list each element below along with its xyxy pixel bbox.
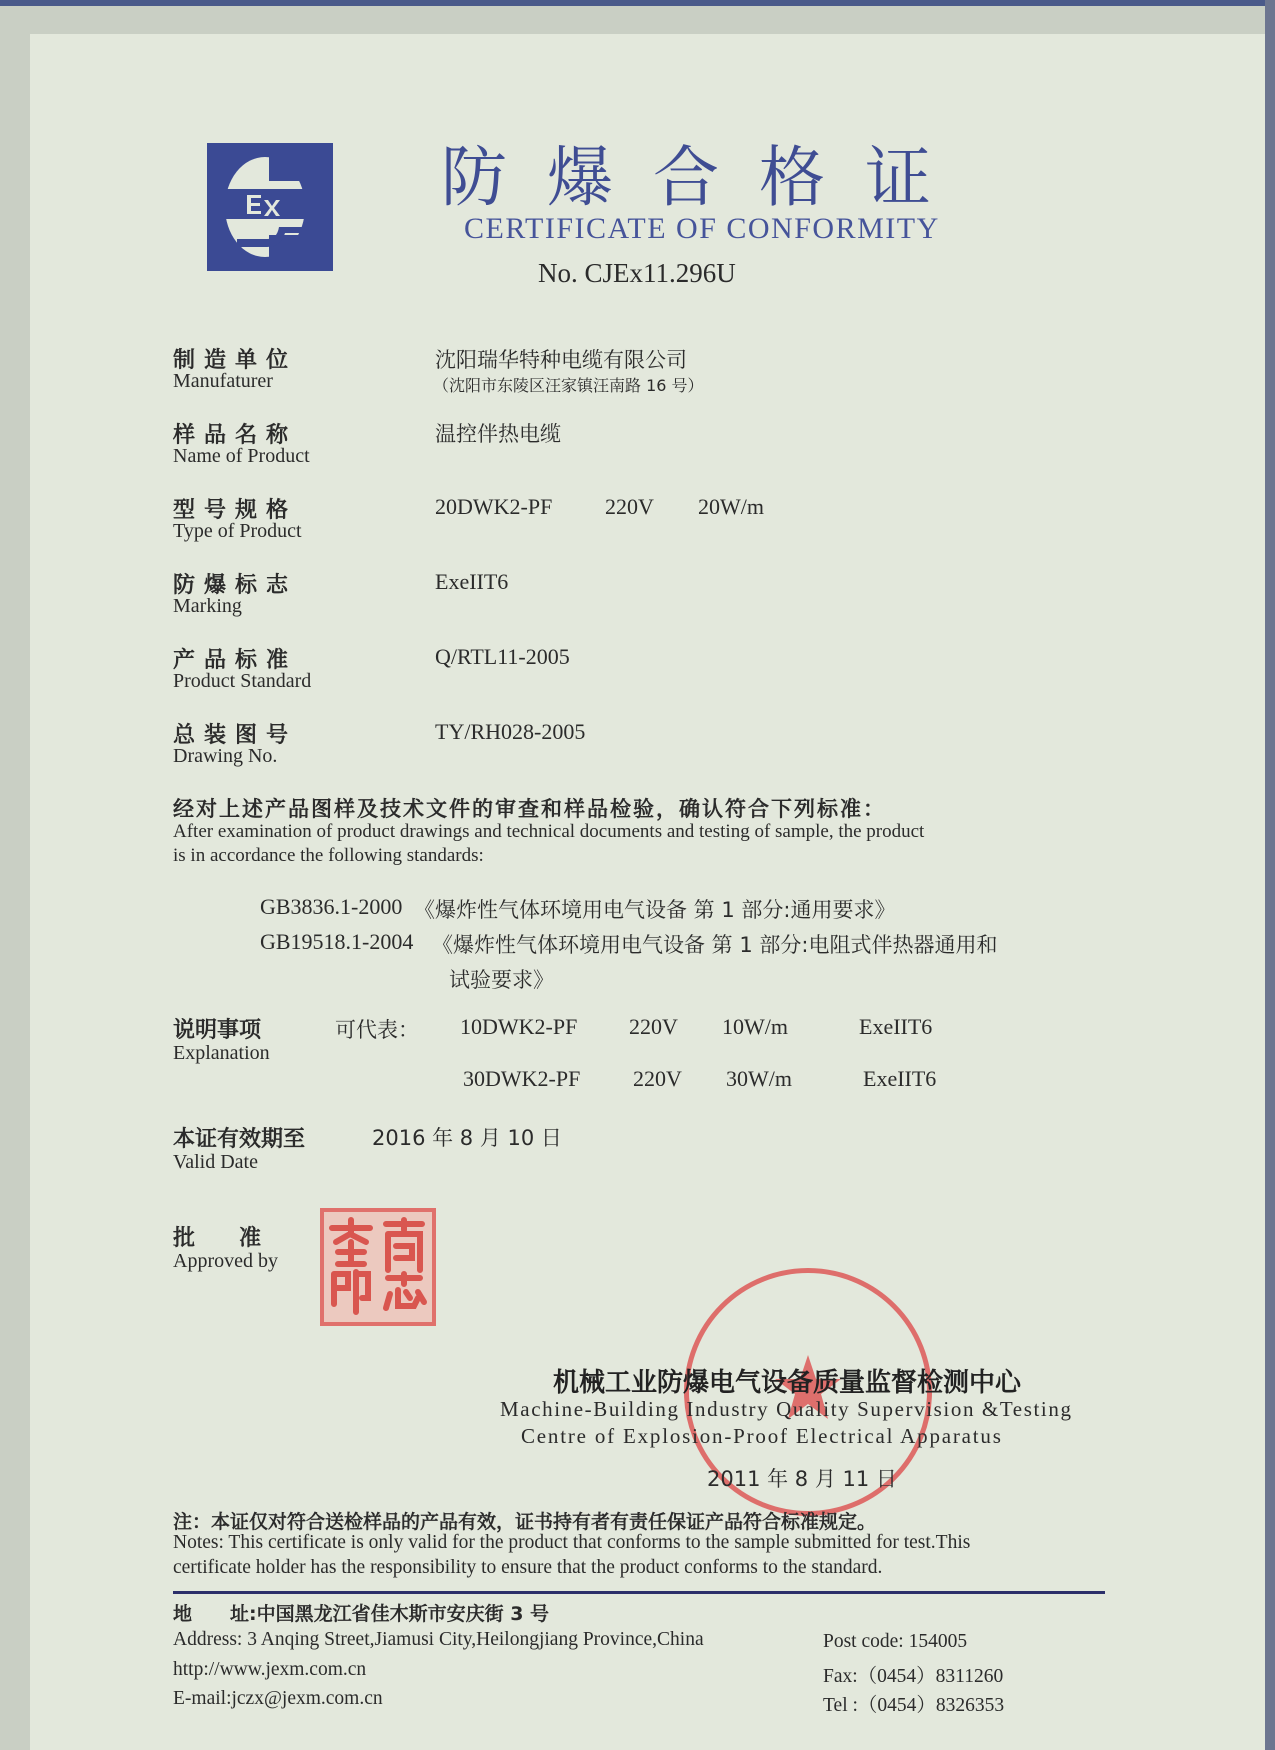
scan-edge-top [0,0,1275,6]
explanation-row1-marking: ExeIIT6 [859,1014,933,1039]
explanation-row1-voltage: 220V [629,1014,678,1039]
explanation-row1-model: 10DWK2-PF [460,1014,578,1039]
ex-logo [207,143,333,271]
drawing-value: TY/RH028-2005 [435,719,586,744]
statement-zh: 经对上述产品图样及技术文件的审查和样品检验，确认符合下列标准： [173,797,886,821]
postcode: Post code: 154005 [823,1631,968,1652]
divider [173,1591,1105,1594]
marking-value: ExeIIT6 [435,569,509,594]
label-valid-zh: 本证有效期至 [173,1127,306,1152]
type-voltage: 220V [605,494,654,519]
issue-date: 2011 年 8 月 11 日 [707,1467,897,1491]
label-type-zh: 型号规格 [173,498,298,523]
label-marking-en: Marking [173,595,242,617]
explanation-row2-voltage: 220V [633,1066,682,1091]
notes-en-1: Notes: This certificate is only valid for the product that conforms to the sample submitted for test.This [173,1532,971,1553]
explanation-row2-model: 30DWK2-PF [463,1066,581,1091]
label-drawing-en: Drawing No. [173,745,278,767]
manufacturer-value: 沈阳瑞华特种电缆有限公司 [435,348,687,372]
label-drawing-zh: 总装图号 [173,723,298,748]
standard-value: Q/RTL11-2005 [435,644,570,669]
manufacturer-address: （沈阳市东陵区汪家镇汪南路 16 号） [433,376,704,395]
label-standard-en: Product Standard [173,670,312,692]
explanation-row2-marking: ExeIIT6 [863,1066,937,1091]
address-en: Address: 3 Anqing Street,Jiamusi City,Heilongjiang Province,China [173,1629,704,1650]
fax: Fax:（0454）8311260 [823,1666,1004,1687]
label-approved-zh: 批 准 [173,1226,262,1251]
type-model: 20DWK2-PF [435,494,553,519]
label-valid-en: Valid Date [173,1151,258,1173]
website-link[interactable]: http://www.jexm.com.cn [173,1659,367,1680]
label-manufacturer-en: Manufaturer [173,370,273,392]
label-manufacturer-zh: 制造单位 [173,348,298,373]
approver-seal-glyphs [324,1212,432,1322]
issuer-zh: 机械工业防爆电气设备质量监督检测中心 [553,1368,1022,1398]
explanation-prefix: 可代表： [335,1018,419,1042]
approver-seal [320,1208,436,1326]
standard-1-code: GB3836.1-2000 [260,894,403,919]
ex-logo-icon [207,143,333,271]
standard-1-title: 《爆炸性气体环境用电气设备 第 1 部分:通用要求》 [414,898,896,922]
explanation-row1-power: 10W/m [722,1014,788,1039]
standard-2-title: 《爆炸性气体环境用电气设备 第 1 部分:电阻式伴热器通用和 [432,933,998,957]
label-marking-zh: 防爆标志 [173,573,298,598]
statement-en-2: is in accordance the following standards: [173,845,484,866]
type-power: 20W/m [698,494,764,519]
notes-en-2: certificate holder has the responsibility to ensure that the product conforms to the standard. [173,1557,883,1578]
valid-date-value: 2016 年 8 月 10 日 [372,1126,562,1150]
label-standard-zh: 产品标准 [173,648,298,673]
title-en: CERTIFICATE OF CONFORMITY [464,212,940,245]
statement-en-1: After examination of product drawings and technical documents and testing of sample, the product [173,821,925,842]
explanation-row2-power: 30W/m [726,1066,792,1091]
email-link[interactable]: E-mail:jczx@jexm.com.cn [173,1688,383,1709]
standard-2-title-cont: 试验要求》 [449,968,554,992]
issuer-en-1: Machine-Building Industry Quality Supervision &Testing [500,1397,1073,1421]
label-explanation-en: Explanation [173,1042,270,1064]
address-zh: 地 址:中国黑龙江省佳木斯市安庆街 3 号 [173,1603,550,1625]
title-zh: 防爆合格证 [441,139,971,216]
label-approved-en: Approved by [173,1250,278,1272]
scan-edge-right [1265,0,1275,1750]
product-name-value: 温控伴热电缆 [435,422,561,446]
certificate-page [30,34,1275,1750]
label-product-name-zh: 样品名称 [173,423,298,448]
certificate-number: No. CJEx11.296U [538,258,736,288]
label-type-en: Type of Product [173,520,302,542]
standard-2-code: GB19518.1-2004 [260,929,414,954]
label-product-name-en: Name of Product [173,445,310,467]
label-explanation-zh: 说明事项 [173,1018,262,1043]
notes-zh: 注：本证仅对符合送检样品的产品有效，证书持有者有责任保证产品符合标准规定。 [173,1511,877,1533]
tel: Tel :（0454）8326353 [823,1695,1005,1716]
issuer-en-2: Centre of Explosion-Proof Electrical Apparatus [521,1424,1003,1448]
